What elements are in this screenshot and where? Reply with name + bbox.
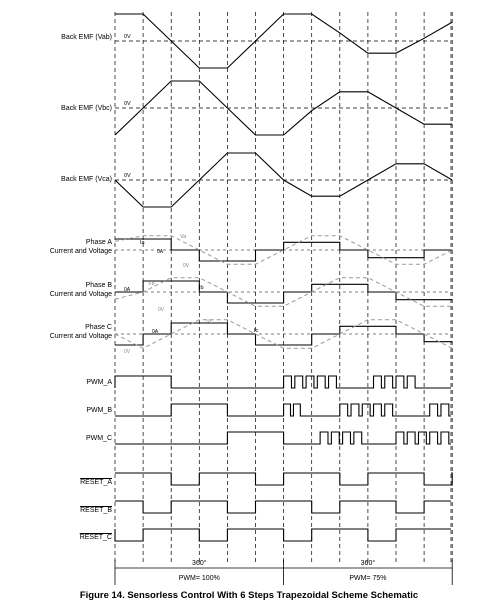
label-pwm-a: PWM_A: [86, 379, 112, 386]
vb-label: Vb: [148, 281, 155, 287]
pwm-75-label: PWM= 75%: [349, 575, 387, 582]
ia-label: Ia: [140, 240, 145, 246]
reset-a-signal: [115, 473, 452, 485]
pwm-a-signal: [115, 376, 451, 388]
back-emf-vca-0v-label: 0V: [124, 173, 131, 179]
phase-b-0v-label: 0V: [158, 307, 165, 313]
label-pwm-b: PWM_B: [86, 407, 112, 414]
phase-c-0a-label: 0A: [152, 329, 159, 335]
label-back-emf-vca: Back EMF (Vca): [61, 176, 112, 183]
label-phase-c-sub: Current and Voltage: [49, 333, 112, 340]
period-2-label: 360°: [360, 560, 376, 567]
label-reset-a: RESET_A: [80, 479, 112, 486]
ic-label: Ic: [254, 328, 259, 334]
label-reset-c: RESET_C: [79, 534, 112, 541]
vc-label: Vc: [206, 319, 213, 325]
label-phase-b: Phase B: [85, 282, 112, 289]
label-phase-c: Phase C: [85, 324, 112, 331]
pwm-100-label: PWM= 100%: [178, 575, 220, 582]
label-phase-a-sub: Current and Voltage: [49, 248, 112, 255]
label-back-emf-vab: Back EMF (Vab): [61, 34, 112, 41]
reset-b-signal: [115, 501, 451, 513]
back-emf-vab-0v-label: 0V: [124, 34, 131, 40]
label-reset-b: RESET_B: [80, 507, 112, 514]
period-1-label: 360°: [192, 560, 207, 567]
phase-b-0a-label: 0A: [124, 287, 131, 293]
label-back-emf-vbc: Back EMF (Vbc): [61, 105, 112, 112]
reset-c-signal: [115, 529, 451, 541]
label-phase-a: Phase A: [85, 239, 112, 246]
ib-label: Ib: [199, 285, 204, 291]
va-label: Va: [180, 234, 187, 240]
label-pwm-c: PWM_C: [85, 435, 112, 442]
phase-c-0v-label: 0V: [124, 349, 131, 355]
pwm-b-signal: [115, 404, 451, 416]
pwm-c-signal: [115, 432, 451, 444]
phase-a-0a-label: 0A: [157, 249, 164, 255]
figure-caption: Figure 14. Sensorless Control With 6 Steps Trapezoidal Scheme Schematic: [79, 590, 419, 601]
label-phase-b-sub: Current and Voltage: [49, 291, 112, 298]
back-emf-vbc-0v-label: 0V: [124, 101, 131, 107]
phase-a-0v-label: 0V: [183, 263, 190, 269]
